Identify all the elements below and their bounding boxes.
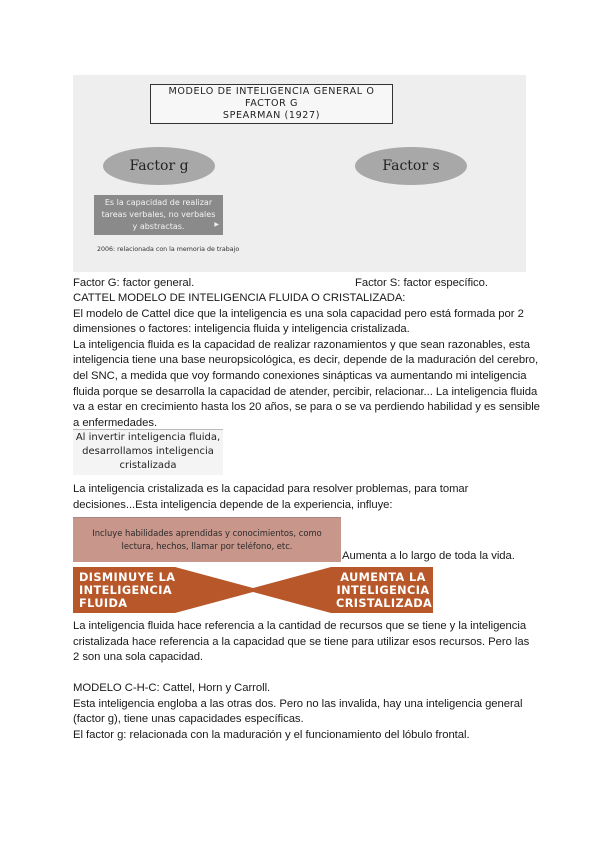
resources-paragraph: [73, 619, 529, 666]
figure-fluid-to-crystallized: [73, 429, 223, 475]
label-line: INTELIGENCIA: [79, 584, 172, 597]
figure-line: Incluye habilidades aprendidas y conocimientos, como: [92, 528, 322, 538]
play-arrow-icon: ▶: [214, 221, 219, 228]
text-line: (factor g), tiene unas capacidades específicas.: [73, 713, 304, 726]
text-line: cristalizada hace referencia a la capacidad que se tiene para utilizar esos recursos. Pero las: [73, 635, 530, 648]
text-line: del SNC, a medida que voy formando conexiones sinápticas va aumentando mi inteligencia: [73, 369, 527, 382]
figure-note: 2006: relacionada con la memoria de trabajo: [97, 246, 240, 253]
factor-g-description-box: [94, 195, 223, 235]
figure-title-box: [150, 84, 393, 124]
figure-line: desarrollamos inteligencia: [82, 446, 214, 457]
figure-line: Al invertir inteligencia fluida,: [75, 432, 221, 443]
text-line: La inteligencia fluida es la capacidad de realizar razonamientos y que sean razonables, esta: [73, 338, 530, 351]
figure3-caption: Aumenta a lo largo de toda la vida.: [342, 550, 515, 562]
label-line: CRISTALIZADA: [336, 597, 433, 610]
figure-text: [73, 431, 223, 473]
text-line: inteligencia tiene una base neuropsicológica, es decir, depende de la maduración del cerebro,: [73, 354, 539, 367]
figure-line: cristalizada: [119, 460, 177, 471]
text-line: El factor g: relacionada con la maduración y el funcionamiento del lóbulo frontal.: [73, 728, 470, 741]
label-line: FLUIDA: [79, 597, 128, 610]
text-line: El modelo de Cattel dice que la inteligencia es una sola capacidad pero está formada por 2: [73, 307, 524, 320]
text-line: CATTEL MODELO DE INTELIGENCIA FLUIDA O CRISTALIZADA:: [73, 292, 406, 304]
factor-s-definition: Factor S: factor específico.: [355, 277, 488, 289]
factor-g-ellipse: Factor g: [103, 147, 215, 185]
description-line: y abstractas.: [132, 222, 185, 231]
text-line: Esta inteligencia engloba a las otras dos. Pero no las invalida, hay una inteligencia general: [73, 697, 523, 710]
figure-title-line: MODELO DE INTELIGENCIA GENERAL O: [168, 86, 375, 97]
label-line: AUMENTA LA: [340, 571, 426, 584]
label-line: DISMINUYE LA: [79, 571, 176, 584]
description-line: Es la capacidad de realizar: [104, 198, 213, 207]
figure-title-line: SPEARMAN (1927): [222, 110, 321, 122]
chc-model-paragraph: [73, 681, 522, 743]
factor-g-definition: Factor G: factor general.: [73, 277, 195, 289]
text-line: decisiones...Esta inteligencia depende de la experiencia, influye:: [73, 498, 393, 511]
text-line: La inteligencia fluida hace referencia a la cantidad de recursos que se tiene y la inteligencia: [73, 620, 527, 632]
crystallized-paragraph: [73, 482, 468, 513]
text-line: a enfermedades.: [73, 416, 158, 429]
factor-s-ellipse: Factor s: [355, 147, 467, 185]
figure-crystallized-skills: [73, 517, 341, 562]
cattel-paragraph: [73, 291, 540, 431]
text-line: La inteligencia cristalizada es la capacidad para resolver problemas, para tomar: [73, 483, 469, 495]
text-line: MODELO C-H-C: Cattel, Horn y Carroll.: [73, 682, 271, 694]
text-line: fluida porque se desarrolla la capacidad de atender, percibir, relacionar... La inteligencia fluida: [73, 385, 538, 398]
text-line: 2 son una sola capacidad.: [73, 651, 204, 664]
increase-crystallized-label: [336, 571, 433, 610]
description-line: tareas verbales, no verbales: [101, 210, 216, 219]
figure-title-line: FACTOR G: [244, 98, 299, 110]
text-line: va a estar en crecimiento hasta los 20 años, se para o se va perdiendo habilidad y es sensible: [73, 401, 540, 414]
figure-spearman-model: [73, 75, 526, 272]
label-line: INTELIGENCIA: [336, 584, 430, 597]
decrease-fluid-label: [79, 571, 175, 610]
text-line: dimensiones o factores: inteligencia fluida y inteligencia cristalizada.: [73, 323, 410, 336]
figure-line: lectura, hechos, llamar por teléfono, etc.: [121, 541, 293, 551]
figure-fluid-crystallized-shapes: [73, 567, 433, 613]
figure-text: [73, 527, 341, 553]
